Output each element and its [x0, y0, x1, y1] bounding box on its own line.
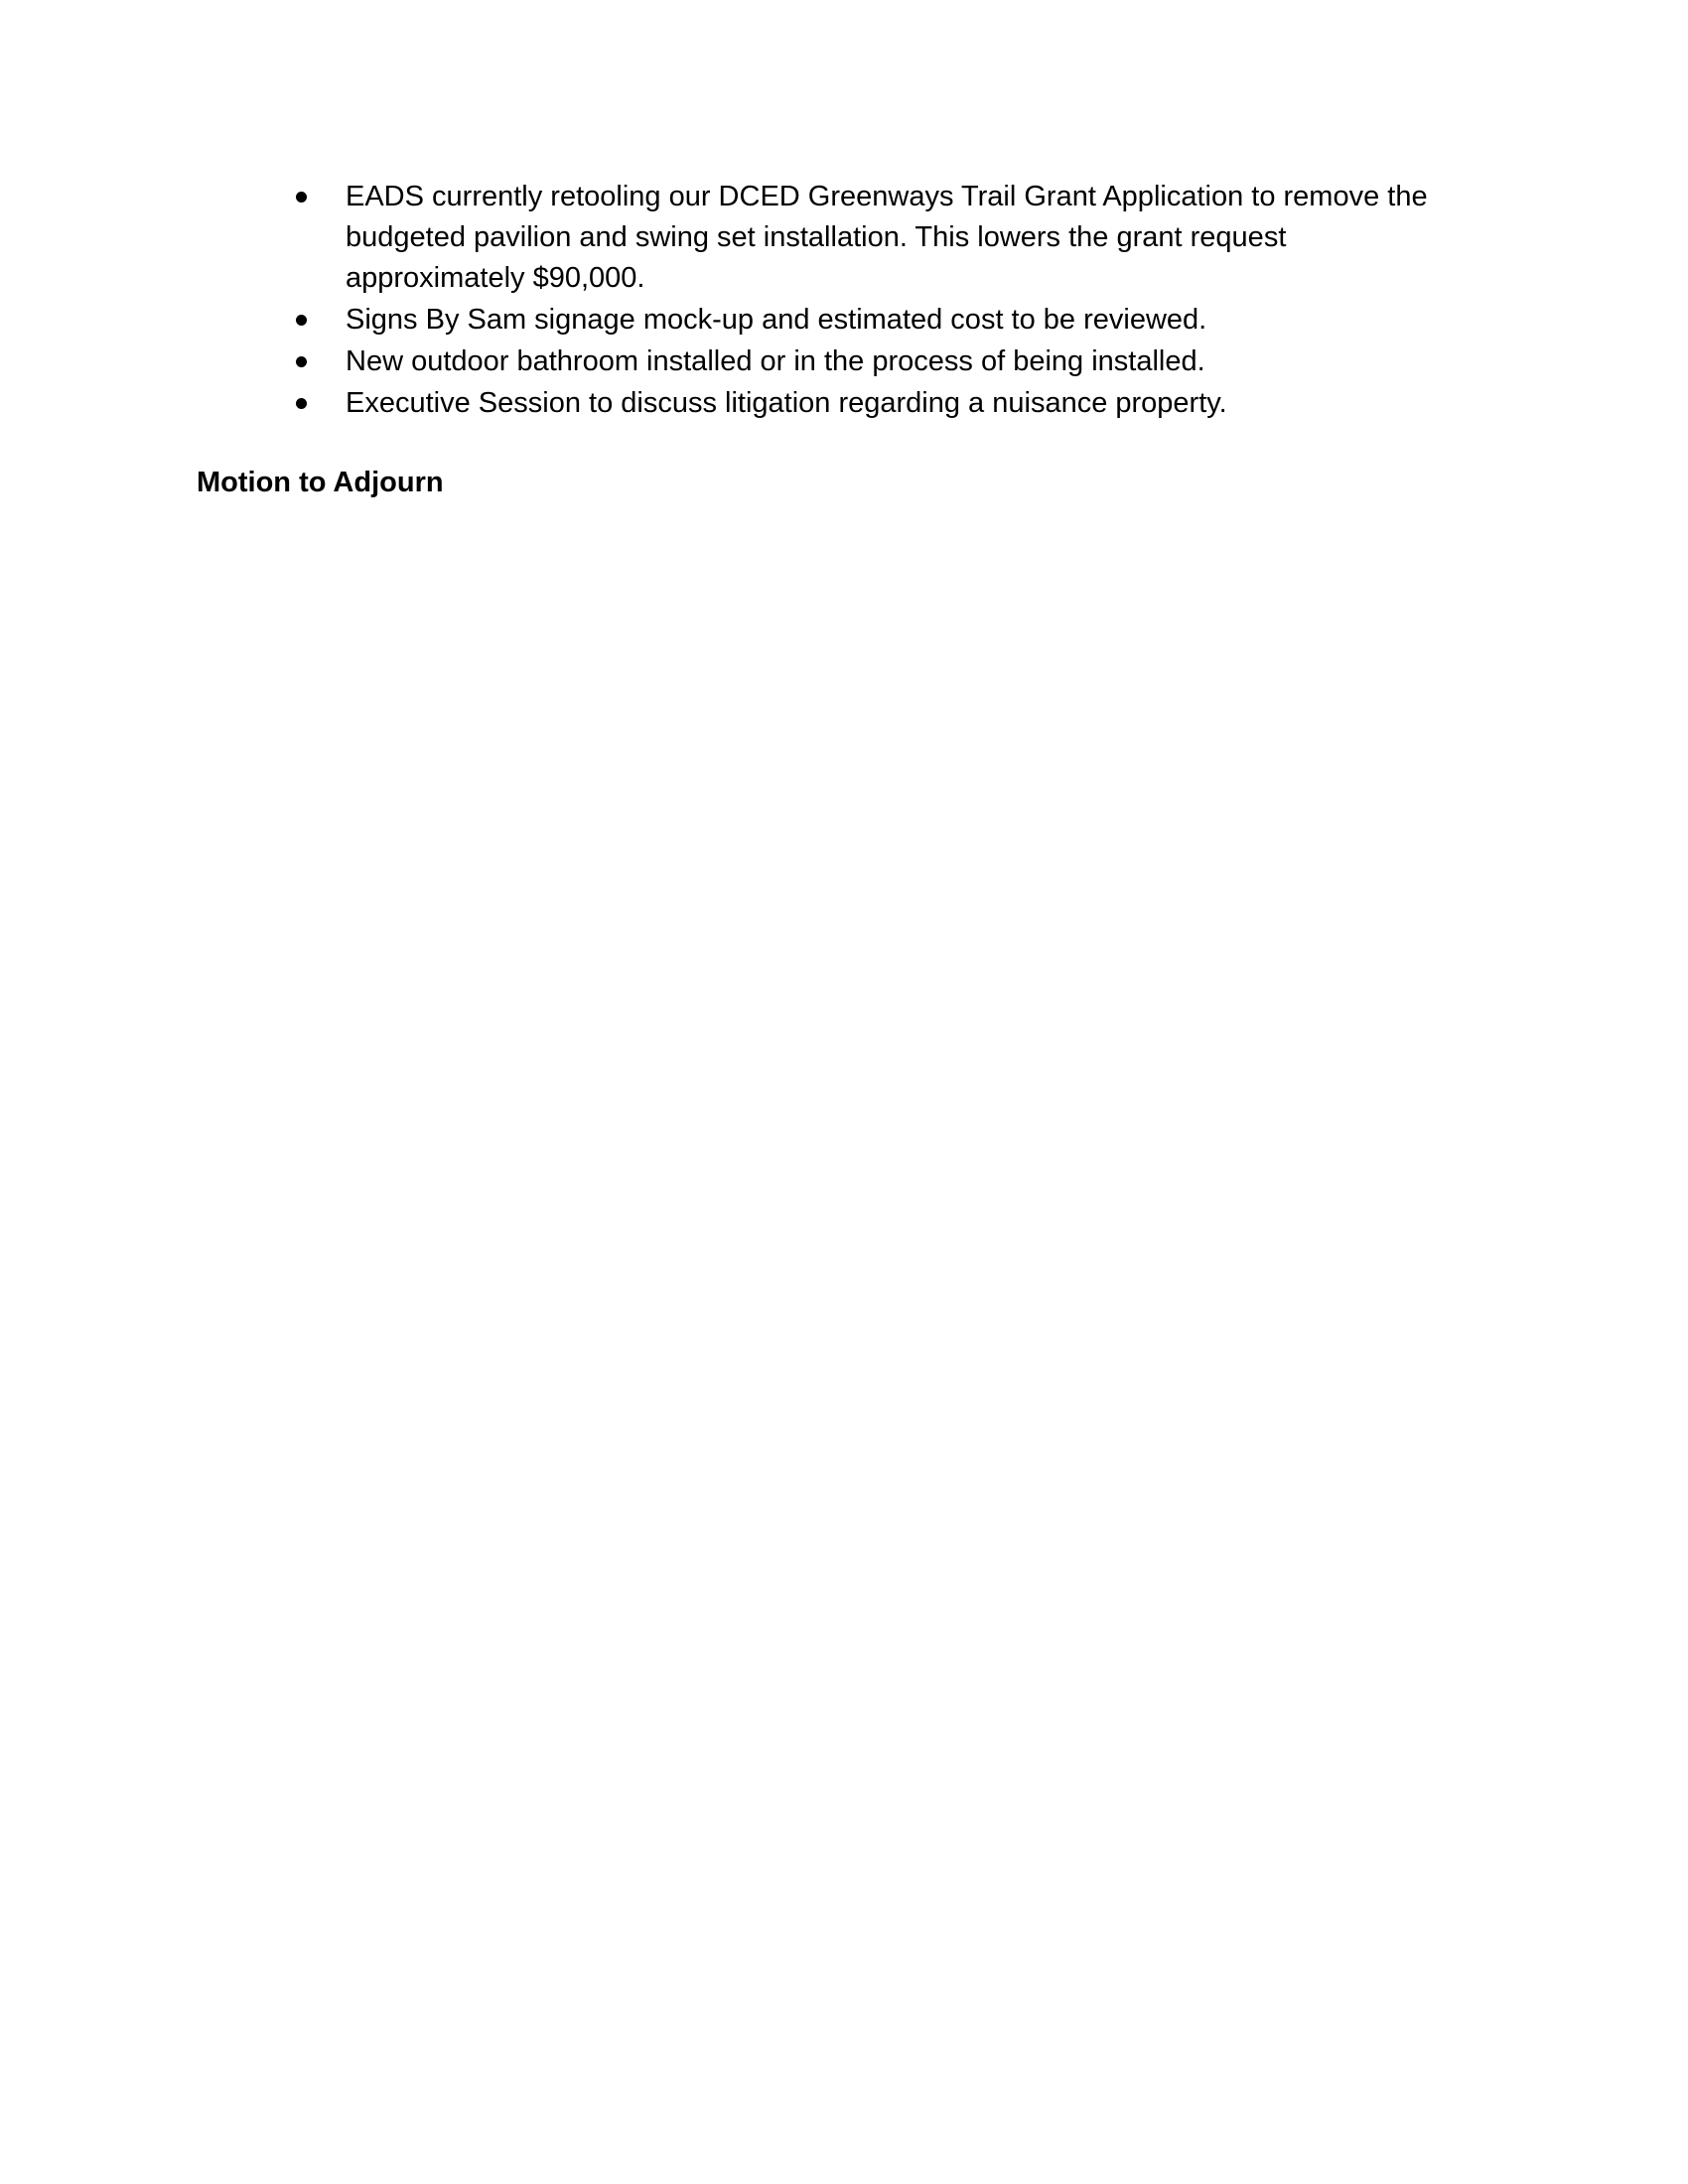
bullet-line: Executive Session to discuss litigation regarding a nuisance property. — [346, 387, 1227, 419]
bullet-icon — [294, 177, 324, 217]
section-heading: Motion to Adjourn — [197, 467, 444, 498]
bullet-line: budgeted pavilion and swing set installation. This lowers the grant request — [346, 221, 1287, 253]
bullet-line: Signs By Sam signage mock-up and estimated cost to be reviewed. — [346, 304, 1207, 336]
bullet-item — [294, 300, 1485, 341]
bullet-list — [294, 177, 1485, 424]
bullet-line: approximately $90,000. — [346, 262, 645, 294]
bullet-line: EADS currently retooling our DCED Greenways Trail Grant Application to remove the — [346, 181, 1428, 212]
bullet-icon — [294, 300, 324, 341]
bullet-item — [294, 177, 1485, 299]
bullet-icon — [294, 341, 324, 382]
bullet-icon — [294, 383, 324, 424]
bullet-line: New outdoor bathroom installed or in the process of being installed. — [346, 345, 1205, 377]
bullet-item — [294, 383, 1485, 424]
bullet-item — [294, 341, 1485, 382]
